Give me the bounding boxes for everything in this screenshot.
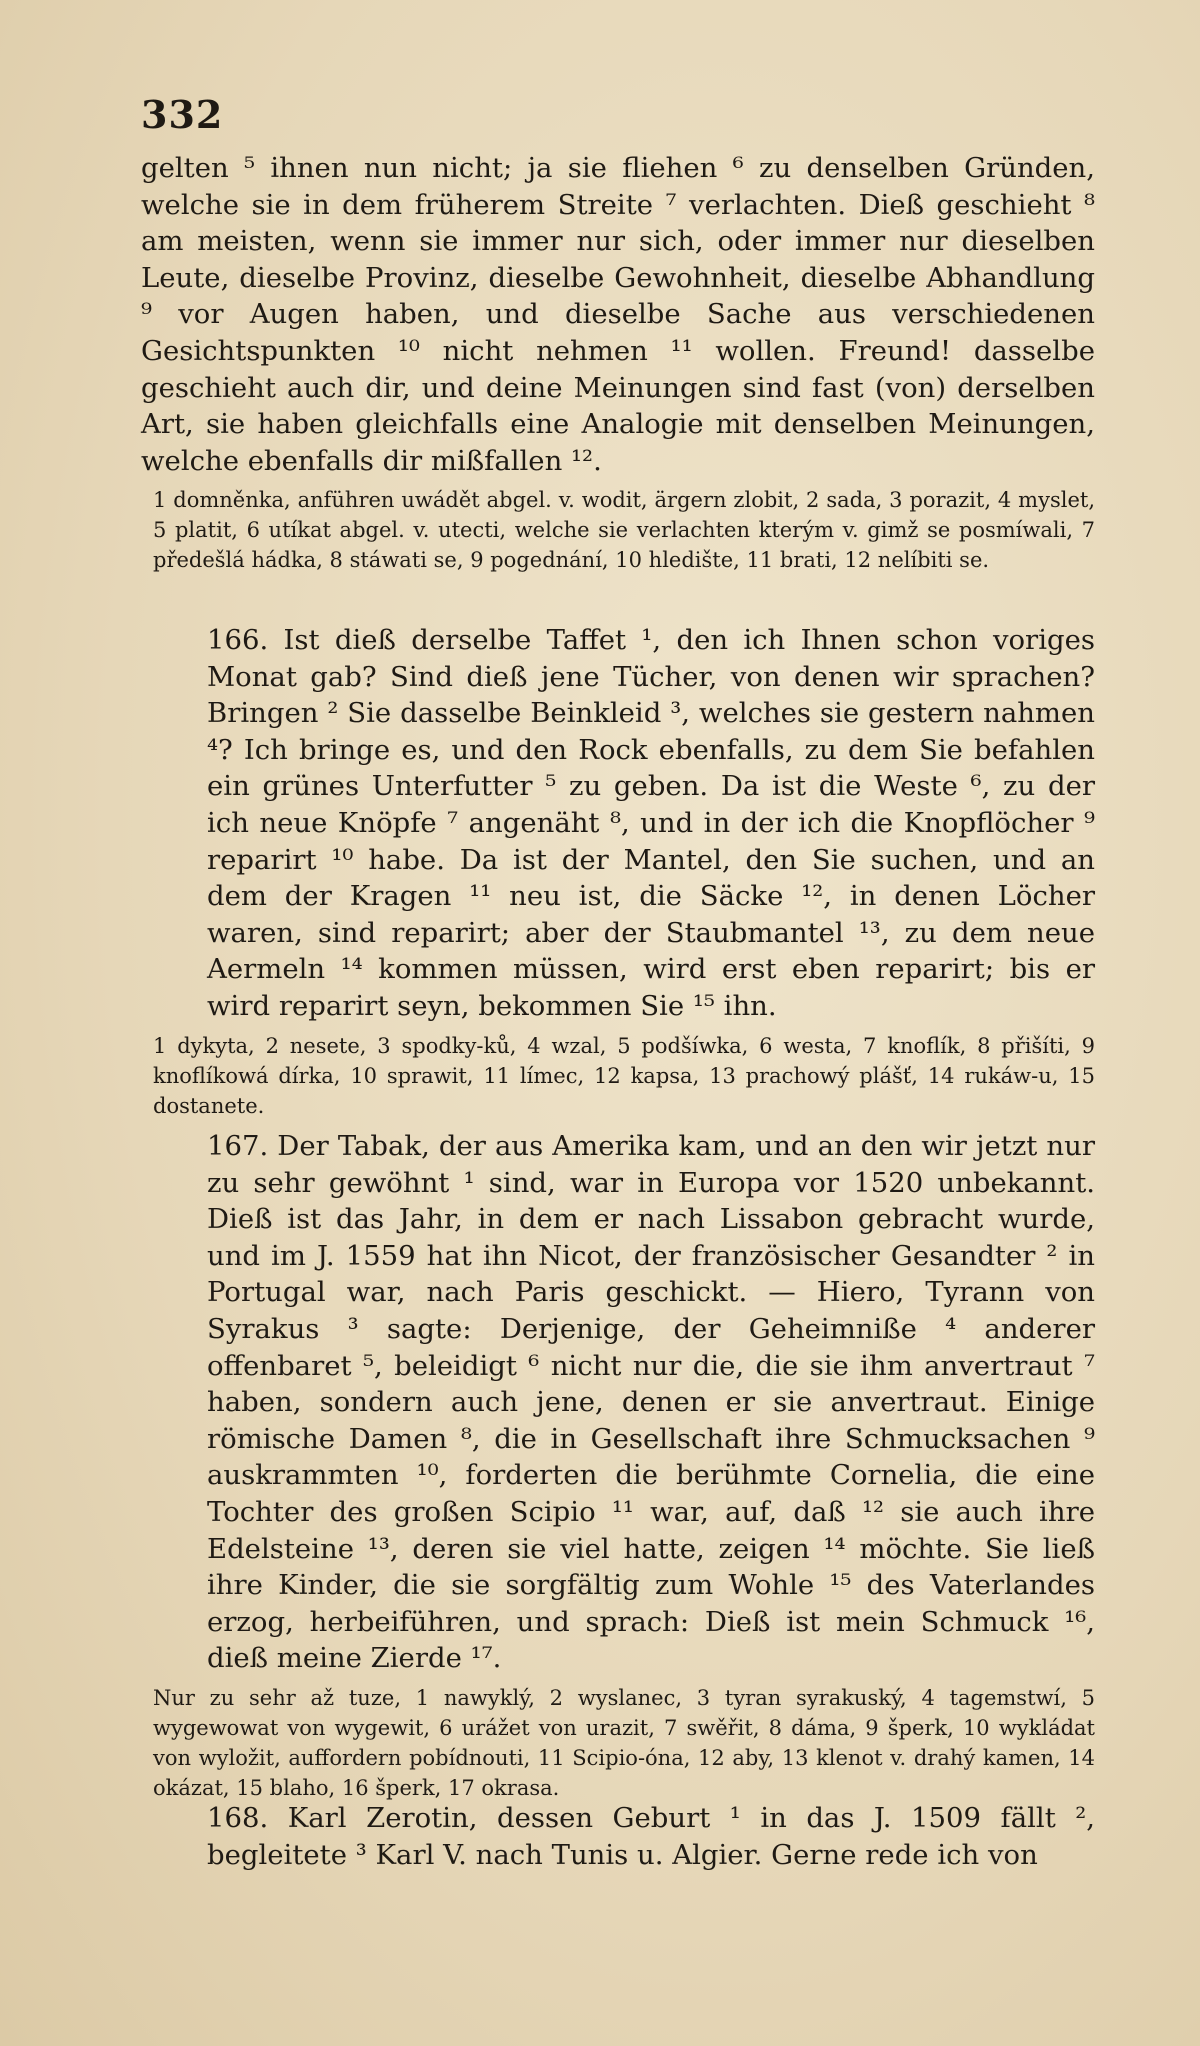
paragraph-168: 168. Karl Zerotin, dessen Geburt ¹ in das J. 1509 fällt ², begleitete ³ Karl V. nach Tunis u. Algier. Gerne rede ich von <box>207 1802 1095 1871</box>
page-number: 332 <box>141 92 224 137</box>
paragraph-continuation: gelten ⁵ ihnen nun nicht; ja sie fliehen ⁶ zu denselben Gründen, welche sie in dem früherem Streite ⁷ verlachten. Dieß geschieht ⁸ am meisten, wenn sie immer nur sich, oder immer nur dieselben Leute, dieselbe Provinz, dieselbe Gewohnheit, dieselbe Abhandlung ⁹ vor Augen haben, und dieselbe Sache aus verschiedenen Gesichtspunkten ¹⁰ nicht nehmen ¹¹ wollen. Freund! dasselbe geschieht auch dir, und deine Meinungen sind fast (von) derselben Art, sie haben gleichfalls eine Analogie mit denselben Meinungen, welche ebenfalls dir mißfallen ¹². <box>141 152 1095 477</box>
section-166 <box>141 622 1095 1121</box>
footnotes-continuation: 1 domněnka, anführen uwádět abgel. v. wodit, ärgern zlobit, 2 sada, 3 porazit, 4 myslet, 5 platit, 6 utíkat abgel. v. utecti, welche sie verlachten kterým v. gimž se posmíwali, 7 předešlá hádka, 8 stáwati se, 9 pogednání, 10 hledište, 11 brati, 12 nelíbiti se. <box>153 488 1095 573</box>
footnotes-166: 1 dykyta, 2 nesete, 3 spodky-ků, 4 wzal, 5 podšíwka, 6 westa, 7 knoflík, 8 přišíti, 9 knoflíkowá dírka, 10 sprawit, 11 límec, 12 kapsa, 13 prachowý plášť, 14 rukáw-u, 15 dostanete. <box>153 1033 1095 1118</box>
paragraph-166: 166. Ist dieß derselbe Taffet ¹, den ich Ihnen schon voriges Monat gab? Sind dieß jene Tücher, von denen wir sprachen? Bringen ² Sie dasselbe Beinkleid ³, welches sie gestern nahmen ⁴? Ich bringe es, und den Rock ebenfalls, zu dem Sie befahlen ein grünes Unterfutter ⁵ zu geben. Da ist die Weste ⁶, zu der ich neue Knöpfe ⁷ angenäht ⁸, und in der ich die Knopflöcher ⁹ reparirt ¹⁰ habe. Da ist der Mantel, den Sie suchen, und an dem der Kragen ¹¹ neu ist, die Säcke ¹², in denen Löcher waren, sind reparirt; aber der Staubmantel ¹³, zu dem neue Aermeln ¹⁴ kommen müssen, wird erst eben reparirt; bis er wird reparirt seyn, bekommen Sie ¹⁵ ihn. <box>207 624 1095 1022</box>
footnotes-167: Nur zu sehr až tuze, 1 nawyklý, 2 wyslanec, 3 tyran syrakuský, 4 tagemstwí, 5 wygewowat von wygewit, 6 urážet von urazit, 7 swěřit, 8 dáma, 9 šperk, 10 wykládat von wyložit, auffordern pobídnouti, 11 Scipio-óna, 12 aby, 13 klenot v. drahý kamen, 14 okázat, 15 blaho, 16 šperk, 17 okrasa. <box>153 1685 1095 1800</box>
section-continuation <box>141 150 1095 575</box>
section-168 <box>141 1800 1095 1873</box>
paragraph-167: 167. Der Tabak, der aus Amerika kam, und an den wir jetzt nur zu sehr gewöhnt ¹ sind, war in Europa vor 1520 unbekannt. Dieß ist das Jahr, in dem er nach Lissabon gebracht wurde, und im J. 1559 hat ihn Nicot, der französischer Gesandter ² in Portugal war, nach Paris geschickt. — Hiero, Tyrann von Syrakus ³ sagte: Derjenige, der Geheimniße ⁴ anderer offenbaret ⁵, beleidigt ⁶ nicht nur die, die sie ihm anvertraut ⁷ haben, sondern auch jene, denen er sie anvertraut. Einige römische Damen ⁸, die in Gesellschaft ihre Schmucksachen ⁹ auskrammten ¹⁰, forderten die berühmte Cornelia, die eine Tochter des großen Scipio ¹¹ war, auf, daß ¹² sie auch ihre Edelsteine ¹³, deren sie viel hatte, zeigen ¹⁴ möchte. Sie ließ ihre Kinder, die sie sorgfältig zum Wohle ¹⁵ des Vaterlandes erzog, herbeiführen, und sprach: Dieß ist mein Schmuck ¹⁶, dieß meine Zierde ¹⁷. <box>207 1130 1095 1675</box>
section-167 <box>141 1128 1095 1803</box>
